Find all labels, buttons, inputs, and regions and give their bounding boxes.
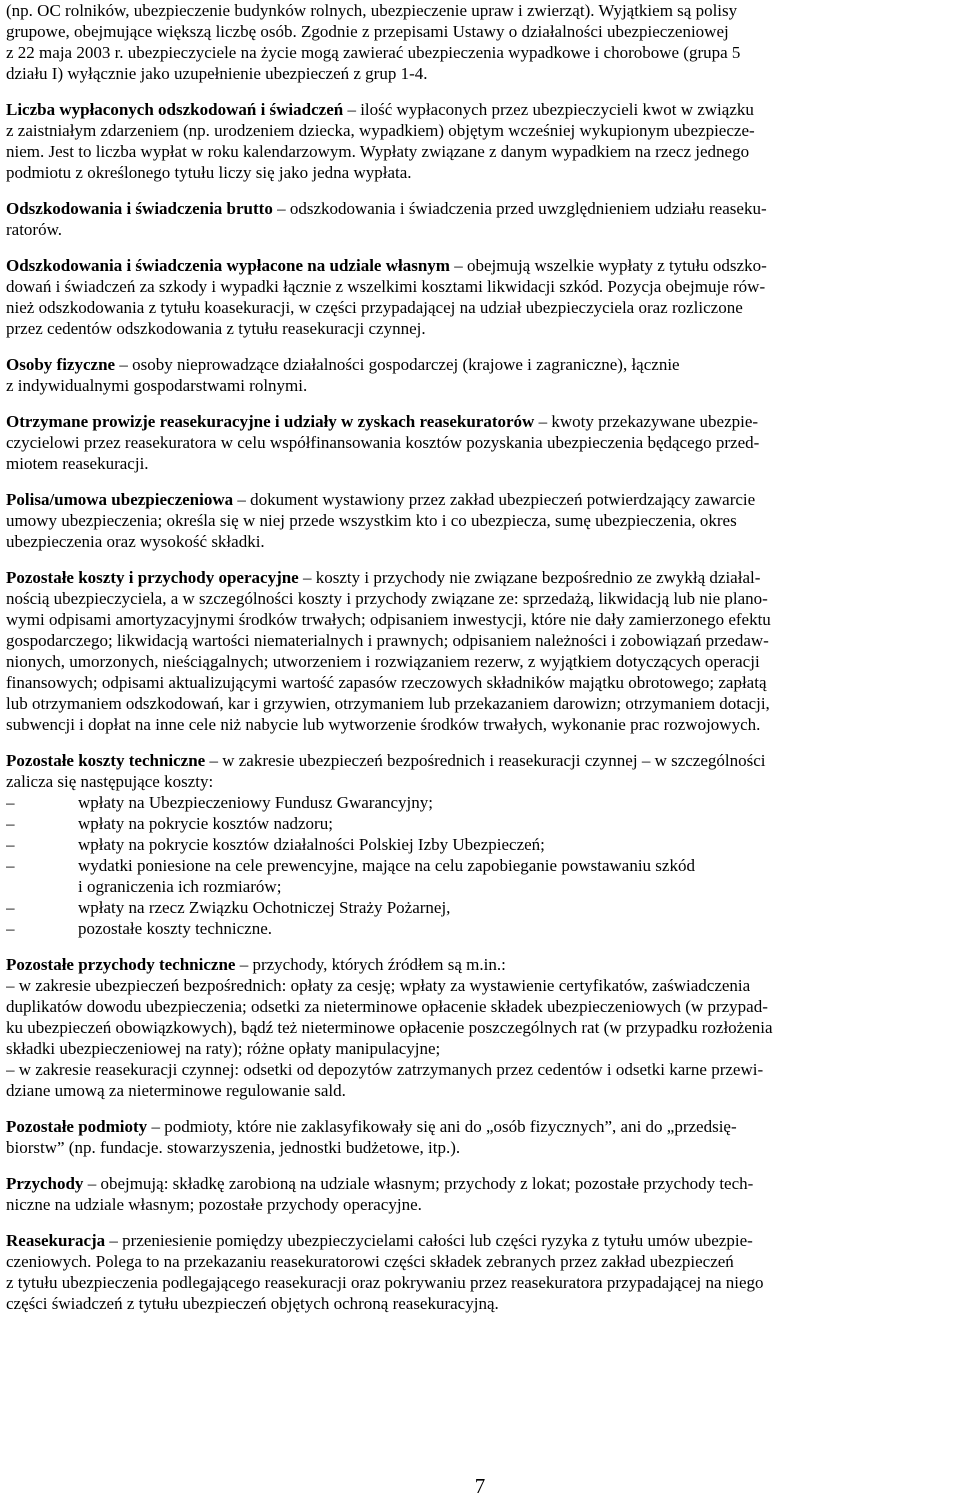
- paragraph-gap: [6, 396, 956, 411]
- line-text: – w zakresie reasekuracji czynnej: odsetki od depozytów zatrzymanych przez cedentów i odsetki karne przewi-: [6, 1060, 764, 1079]
- text-line: [6, 318, 956, 339]
- text-line: [6, 567, 956, 588]
- term-heading: Polisa/umowa ubezpieczeniowa: [6, 490, 234, 509]
- text-line: [6, 375, 956, 396]
- text-line: [6, 651, 956, 672]
- line-text: – kwoty przekazywane ubezpie-: [534, 412, 759, 431]
- line-text: wymi odpisami amortyzacyjnymi środków trwałych; odpisaniem inwestycji, które nie dały zamierzonego efektu: [6, 610, 771, 629]
- text-line: [6, 954, 956, 975]
- paragraph-gap: [6, 939, 956, 954]
- bullet-dash: –: [6, 898, 15, 917]
- line-text: – odszkodowania i świadczenia przed uwzględnieniem udziału reaseku-: [272, 199, 767, 218]
- text-line: [6, 510, 956, 531]
- text-line: [6, 1059, 956, 1080]
- line-text: i ograniczenia ich rozmiarów;: [78, 877, 282, 896]
- line-text: – podmioty, które nie zaklasyfikowały się ani do „osób fizycznych”, ani do „przedsię-: [147, 1117, 737, 1136]
- paragraph: [6, 1116, 956, 1158]
- line-text: z tytułu ubezpieczenia podlegającego reasekuracji oraz pokrywaniu przez reasekuratora przypadającej na niego: [6, 1273, 764, 1292]
- line-text: z indywidualnymi gospodarstwami rolnymi.: [6, 376, 308, 395]
- document-body: [6, 0, 956, 1314]
- line-text: wpłaty na rzecz Związku Ochotniczej Straży Pożarnej,: [78, 898, 451, 917]
- line-text: niczne na udziale własnym; pozostałe przychody operacyjne.: [6, 1195, 422, 1214]
- line-text: wpłaty na pokrycie kosztów nadzoru;: [78, 814, 333, 833]
- text-line: [6, 1017, 956, 1038]
- line-text: – obejmują: składkę zarobioną na udziale własnym; przychody z lokat; pozostałe przychody tech-: [83, 1174, 754, 1193]
- line-text: (np. OC rolników, ubezpieczenie budynków rolnych, ubezpieczenie upraw i zwierząt). Wyjątkiem są polisy: [6, 1, 738, 20]
- text-line: [6, 141, 956, 162]
- term-heading: Pozostałe koszty i przychody operacyjne: [6, 568, 299, 587]
- line-text: biorstw” (np. fundacje. stowarzyszenia, jednostki budżetowe, itp.).: [6, 1138, 461, 1157]
- text-line: [6, 876, 956, 897]
- paragraph-gap: [6, 474, 956, 489]
- line-text: – przychody, których źródłem są m.in.:: [235, 955, 506, 974]
- line-text: zalicza się następujące koszty:: [6, 772, 214, 791]
- paragraph-gap: [6, 339, 956, 354]
- paragraph-gap: [6, 552, 956, 567]
- line-text: działu I) wyłącznie jako uzupełnienie ubezpieczeń z grup 1-4.: [6, 64, 428, 83]
- text-line: [6, 99, 956, 120]
- text-line: [6, 672, 956, 693]
- bullet-dash: –: [6, 856, 15, 875]
- line-text: – ilość wypłaconych przez ubezpieczycieli kwot w związku: [343, 100, 754, 119]
- paragraph-gap: [6, 1101, 956, 1116]
- term-heading: Otrzymane prowizje reasekuracyjne i udziały w zyskach reasekuratorów: [6, 412, 535, 431]
- bullet-line: [6, 792, 956, 813]
- text-line: [6, 411, 956, 432]
- text-line: [6, 432, 956, 453]
- text-line: [6, 693, 956, 714]
- line-text: – koszty i przychody nie związane bezpośrednio ze zwykłą działal-: [298, 568, 761, 587]
- term-heading: Osoby fizyczne: [6, 355, 116, 374]
- paragraph-gap: [6, 1158, 956, 1173]
- text-line: [6, 975, 956, 996]
- line-text: przez cedentów odszkodowania z tytułu reasekuracji czynnej.: [6, 319, 426, 338]
- line-text: części świadczeń z tytułu ubezpieczeń objętych ochroną reasekuracyjną.: [6, 1294, 499, 1313]
- line-text: czeniowych. Polega to na przekazaniu reasekuratorowi części składek zebranych przez zakład ubezpieczeń: [6, 1252, 734, 1271]
- term-heading: Pozostałe koszty techniczne: [6, 751, 206, 770]
- text-line: [6, 255, 956, 276]
- text-line: [6, 531, 956, 552]
- text-line: [6, 219, 956, 240]
- text-line: [6, 1293, 956, 1314]
- paragraph: [6, 954, 956, 1101]
- line-text: nością ubezpieczyciela, a w szczególności koszty i przychody związane ze: sprzedażą, likwidacją lub nie plano-: [6, 589, 768, 608]
- paragraph: [6, 99, 956, 183]
- line-text: ubezpieczenia oraz wysokość składki.: [6, 532, 265, 551]
- line-text: podmiotu z określonego tytułu liczy się jako jedna wypłata.: [6, 163, 412, 182]
- line-text: wydatki poniesione na cele prewencyjne, mające na celu zapobieganie powstawaniu szkód: [78, 856, 695, 875]
- paragraph: [6, 255, 956, 339]
- paragraph: [6, 489, 956, 552]
- text-line: [6, 609, 956, 630]
- line-text: – obejmują wszelkie wypłaty z tytułu odszko-: [449, 256, 767, 275]
- term-heading: Odszkodowania i świadczenia brutto: [6, 199, 273, 218]
- line-text: z zaistniałym zdarzeniem (np. urodzeniem dziecka, wypadkiem) objętym wcześniej wykupionym ubezpiecze-: [6, 121, 755, 140]
- text-line: [6, 354, 956, 375]
- line-text: duplikatów dowodu ubezpieczenia; odsetki za nieterminowe opłacenie składek ubezpieczeniowych (w przypad-: [6, 997, 768, 1016]
- text-line: [6, 63, 956, 84]
- text-line: [6, 1137, 956, 1158]
- line-text: niem. Jest to liczba wypłat w roku kalendarzowym. Wypłaty związane z danym wypadkiem na rzecz jednego: [6, 142, 750, 161]
- line-text: umowy ubezpieczenia; określa się w niej przede wszystkim kto i co ubezpiecza, sumę ubezpieczenia, okres: [6, 511, 737, 530]
- bullet-line: [6, 918, 956, 939]
- text-line: [6, 996, 956, 1017]
- text-line: [6, 1194, 956, 1215]
- text-line: [6, 1251, 956, 1272]
- text-line: [6, 453, 956, 474]
- term-heading: Odszkodowania i świadczenia wypłacone na udziale własnym: [6, 256, 450, 275]
- text-line: [6, 750, 956, 771]
- text-line: [6, 489, 956, 510]
- paragraph: [6, 567, 956, 735]
- paragraph: [6, 1173, 956, 1215]
- bullet-line: [6, 897, 956, 918]
- paragraph-gap: [6, 735, 956, 750]
- text-line: [6, 1272, 956, 1293]
- line-text: – w zakresie ubezpieczeń bezpośrednich i reasekuracji czynnej – w szczególności: [205, 751, 766, 770]
- text-line: [6, 714, 956, 735]
- line-text: pozostałe koszty techniczne.: [78, 919, 273, 938]
- bullet-dash: –: [6, 793, 15, 812]
- paragraph: [6, 198, 956, 240]
- text-line: [6, 198, 956, 219]
- term-heading: Przychody: [6, 1174, 84, 1193]
- text-line: [6, 588, 956, 609]
- bullet-line: [6, 855, 956, 876]
- line-text: dowań i świadczeń za szkody i wypadki łącznie z wszelkimi kosztami likwidacji szkód. Pozycja obejmuje rów-: [6, 277, 766, 296]
- paragraph: [6, 1230, 956, 1314]
- bullet-line: [6, 834, 956, 855]
- term-heading: Liczba wypłaconych odszkodowań i świadczeń: [6, 100, 344, 119]
- bullet-dash: –: [6, 835, 15, 854]
- line-text: ratorów.: [6, 220, 63, 239]
- text-line: [6, 297, 956, 318]
- text-line: [6, 771, 956, 792]
- line-text: wpłaty na pokrycie kosztów działalności Polskiej Izby Ubezpieczeń;: [78, 835, 545, 854]
- line-text: nież odszkodowania z tytułu koasekuracji, w części przypadającej na udział ubezpieczyciela oraz rozliczone: [6, 298, 743, 317]
- paragraph-gap: [6, 183, 956, 198]
- line-text: – dokument wystawiony przez zakład ubezpieczeń potwierdzający zawarcie: [233, 490, 756, 509]
- line-text: grupowe, obejmujące większą liczbę osób. Zgodnie z przepisami Ustawy o działalności ubezpieczeniowej: [6, 22, 729, 41]
- text-line: [6, 276, 956, 297]
- paragraph: [6, 0, 956, 84]
- line-text: dziane umową za nieterminowe regulowanie sald.: [6, 1081, 346, 1100]
- bullet-dash: –: [6, 919, 15, 938]
- line-text: – przeniesienie pomiędzy ubezpieczycielami całości lub części ryzyka z tytułu umów ubezpie-: [105, 1231, 753, 1250]
- text-line: [6, 1173, 956, 1194]
- text-line: [6, 21, 956, 42]
- line-text: – osoby nieprowadzące działalności gospodarczej (krajowe i zagraniczne), łącznie: [115, 355, 680, 374]
- line-text: gospodarczego; likwidacją wartości niematerialnych i prawnych; odpisaniem należności i zobowiązań przedaw-: [6, 631, 769, 650]
- line-text: lub otrzymaniem odszkodowań, kar i grzywien, otrzymaniem lub przekazaniem darowizn; otrzymaniem dotacji,: [6, 694, 770, 713]
- text-line: [6, 0, 956, 21]
- line-text: subwencji i dopłat na inne cele niż nabycie lub wytworzenie środków trwałych, wykonanie prac rozwojowych.: [6, 715, 761, 734]
- text-line: [6, 1080, 956, 1101]
- text-line: [6, 120, 956, 141]
- bullet-dash: –: [6, 814, 15, 833]
- line-text: wpłaty na Ubezpieczeniowy Fundusz Gwarancyjny;: [78, 793, 433, 812]
- line-text: ku ubezpieczeń obowiązkowych), bądź też nieterminowe opłacenie poszczególnych rat (w przypadku rozłożenia: [6, 1018, 773, 1037]
- text-line: [6, 42, 956, 63]
- term-heading: Pozostałe przychody techniczne: [6, 955, 236, 974]
- page-number: 7: [474, 1474, 486, 1498]
- text-line: [6, 1038, 956, 1059]
- line-text: – w zakresie ubezpieczeń bezpośrednich: opłaty za cesję; wpłaty za wystawienie certyfikatów, zaświadczenia: [6, 976, 751, 995]
- text-line: [6, 630, 956, 651]
- text-line: [6, 1116, 956, 1137]
- paragraph: [6, 750, 956, 939]
- line-text: składki ubezpieczeniowej na raty); różne opłaty manipulacyjne;: [6, 1039, 441, 1058]
- paragraph-gap: [6, 84, 956, 99]
- paragraph: [6, 354, 956, 396]
- text-line: [6, 162, 956, 183]
- line-text: nionych, umorzonych, nieściągalnych; utworzeniem i rozwiązaniem rezerw, z wyjątkiem dotyczących operacji: [6, 652, 760, 671]
- text-line: [6, 1230, 956, 1251]
- paragraph: [6, 411, 956, 474]
- line-text: finansowych; odpisami aktualizującymi wartość zapasów rzeczowych składników majątku obrotowego; zapłatą: [6, 673, 767, 692]
- paragraph-gap: [6, 1215, 956, 1230]
- paragraph-gap: [6, 240, 956, 255]
- bullet-line: [6, 813, 956, 834]
- term-heading: Pozostałe podmioty: [6, 1117, 148, 1136]
- term-heading: Reasekuracja: [6, 1231, 106, 1250]
- line-text: z 22 maja 2003 r. ubezpieczyciele na życie mogą zawierać ubezpieczenia wypadkowe i chorobowe (grupa 5: [6, 43, 741, 62]
- line-text: czycielowi przez reasekuratora w celu współfinansowania kosztów pozyskania ubezpieczenia będącego przed-: [6, 433, 760, 452]
- line-text: miotem reasekuracji.: [6, 454, 149, 473]
